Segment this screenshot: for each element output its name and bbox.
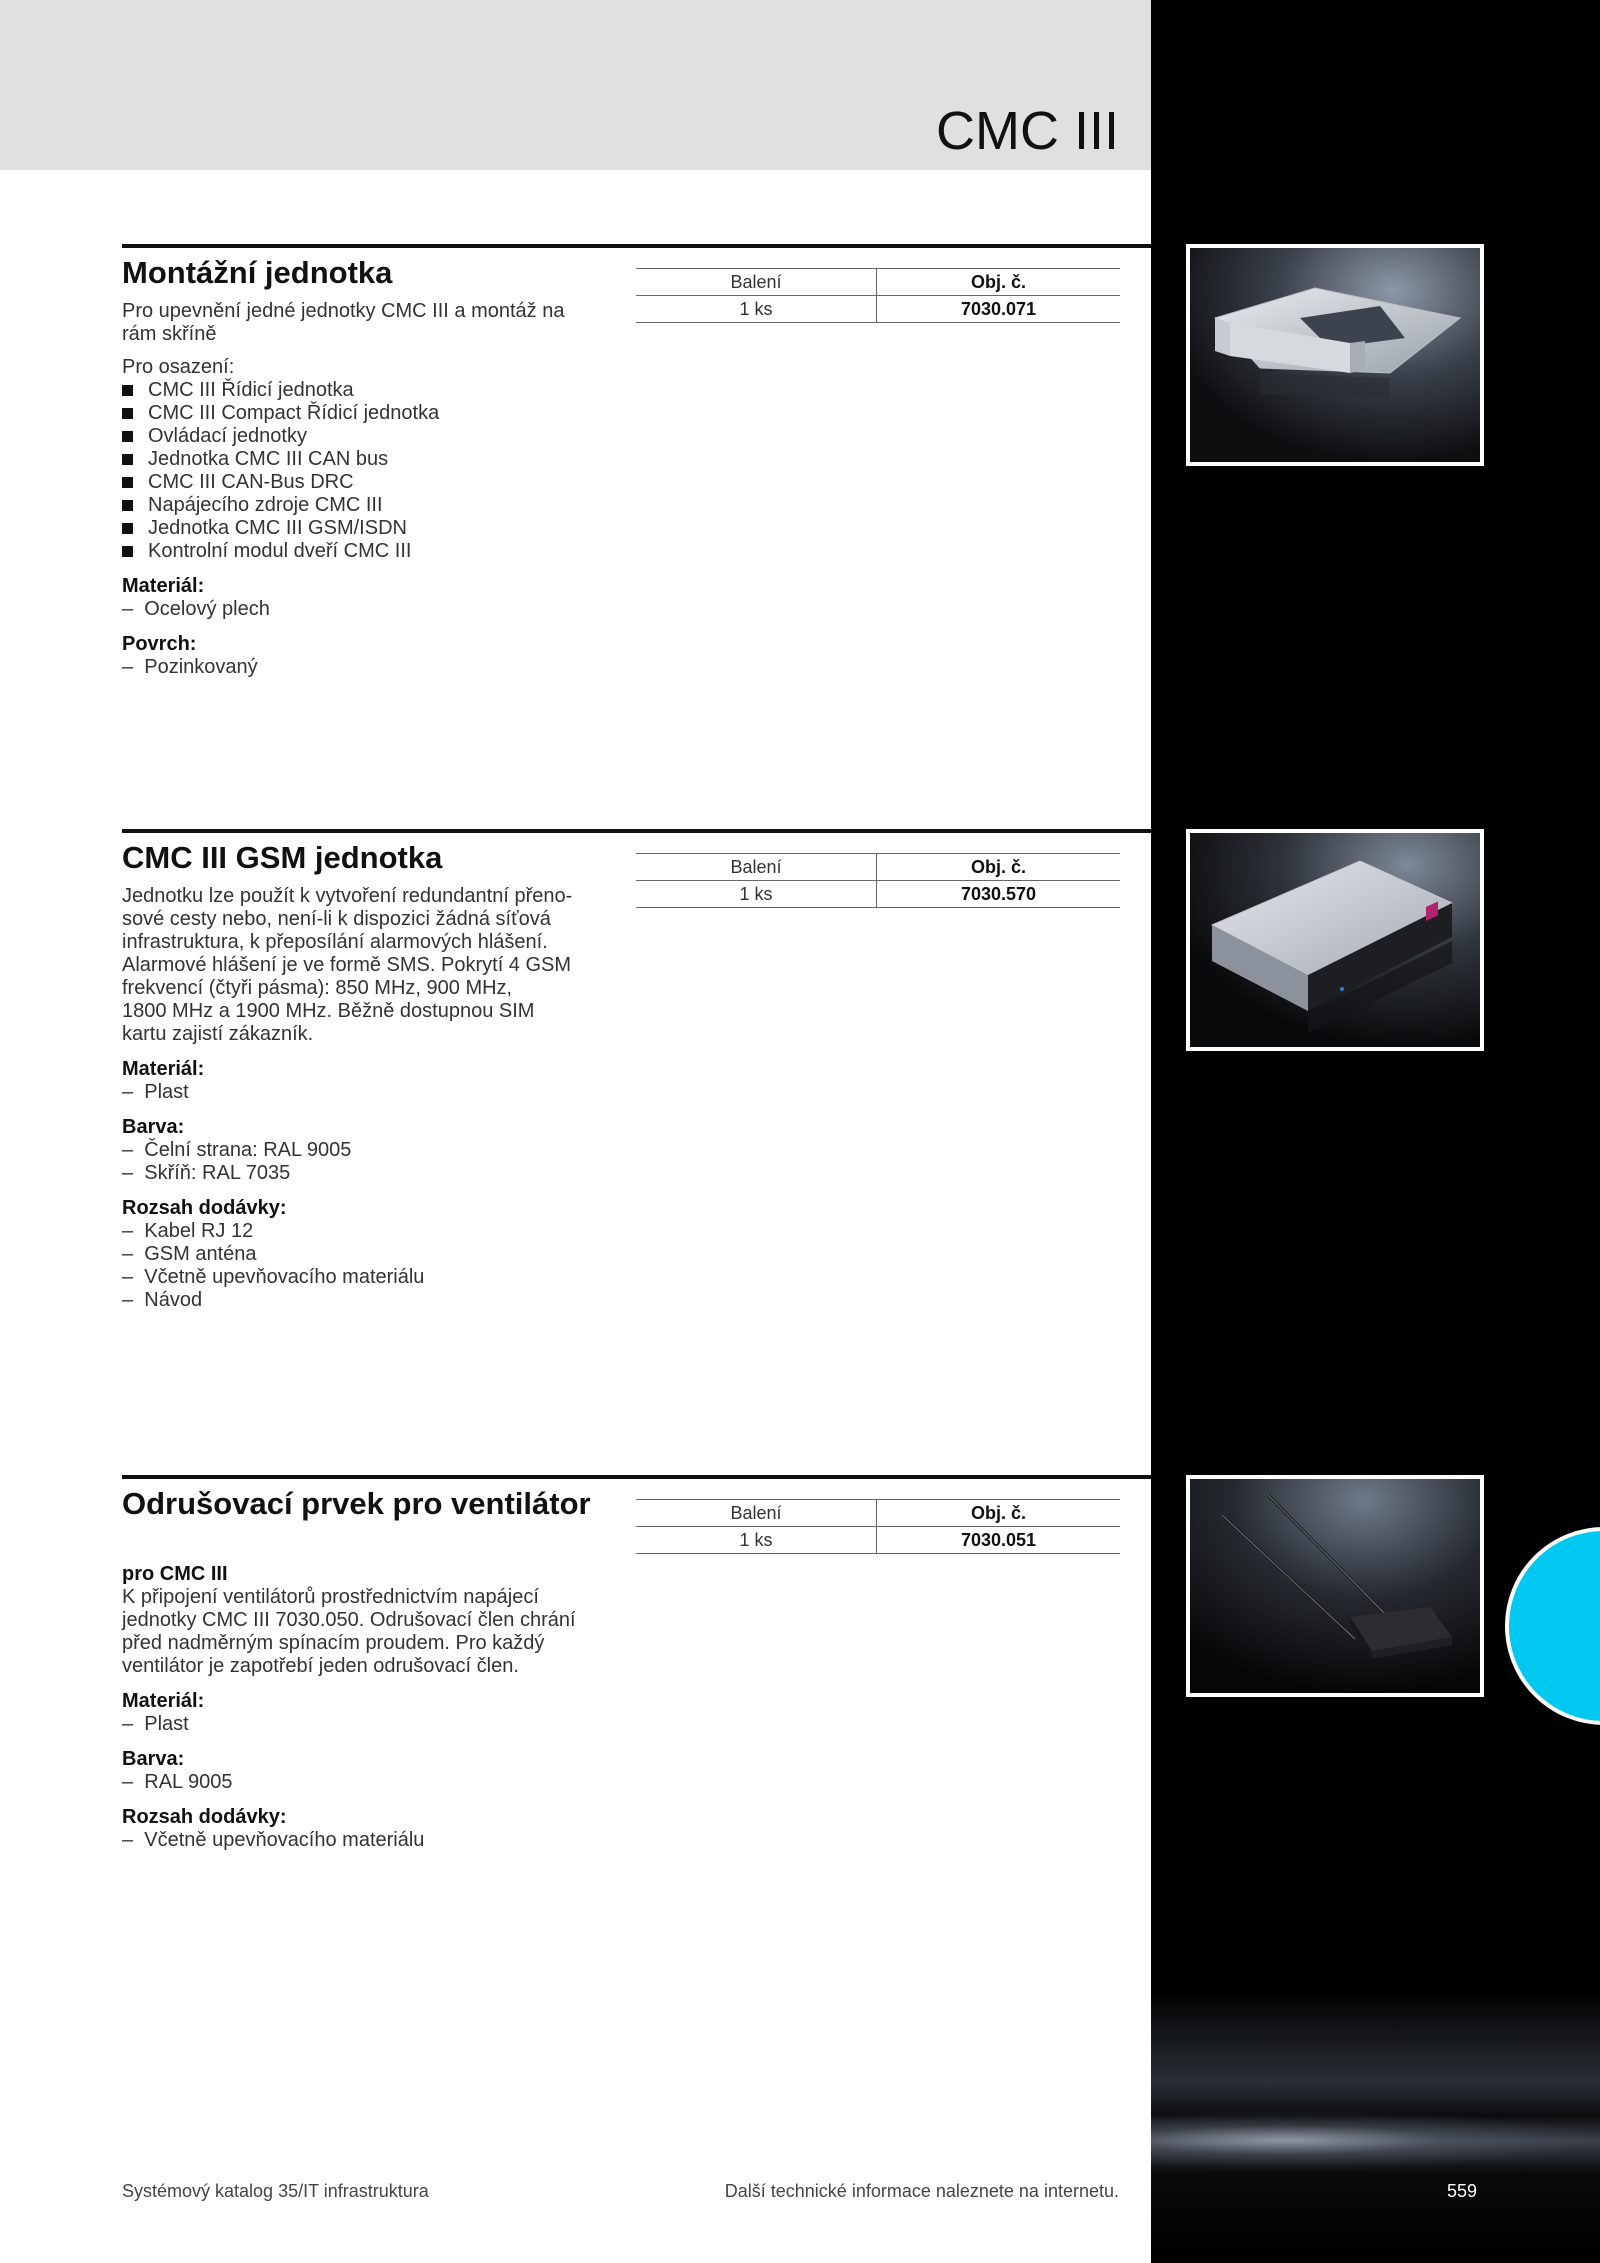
description-line: ventilátor je zapotřebí jeden odrušovací člen.	[122, 1655, 519, 1677]
material-label: Materiál:	[122, 575, 205, 597]
order-number-value: 7030.071	[877, 296, 1121, 323]
list-item: CMC III Compact Řídicí jednotka	[122, 402, 592, 425]
order-table	[636, 853, 1120, 908]
list-item: CMC III CAN-Bus DRC	[122, 471, 592, 494]
list-item: Kontrolní modul dveří CMC III	[122, 540, 592, 563]
footer-info-text: Další technické informace naleznete na internetu.	[724, 2181, 1119, 2201]
product-gsm-unit	[122, 829, 1151, 1349]
list-item: Ovládací jednotky	[122, 425, 592, 448]
color-value: – Skříň: RAL 7035	[122, 1162, 612, 1185]
description-line: 1800 MHz a 1900 MHz. Běžně dostupnou SIM	[122, 1000, 535, 1022]
list-item: Napájecího zdroje CMC III	[122, 494, 592, 517]
sidebar-light-streak	[1151, 2110, 1600, 2170]
product-fan-suppressor	[122, 1475, 1151, 1875]
surface-label: Povrch:	[122, 633, 197, 655]
surface-value: – Pozinkovaný	[122, 656, 592, 679]
packaging-header: Balení	[636, 269, 877, 296]
product-subtitle: pro CMC III	[122, 1563, 228, 1585]
order-number-header: Obj. č.	[877, 269, 1121, 296]
product-description: Pro upevnění jedné jednotky CMC III a montáž na rám skříně	[122, 300, 565, 345]
color-label: Barva:	[122, 1116, 185, 1138]
delivery-item: – Návod	[122, 1289, 612, 1312]
order-number-value: 7030.051	[877, 1527, 1121, 1554]
delivery-item: – Kabel RJ 12	[122, 1220, 612, 1243]
material-value: – Plast	[122, 1081, 612, 1104]
page-title: CMC III	[936, 101, 1119, 161]
description-line: frekvencí (čtyři pásma): 850 MHz, 900 MHz,	[122, 977, 513, 999]
description-line: Jednotku lze použít k vytvoření redundantní přeno-	[122, 885, 573, 907]
description-line: infrastruktura, k přeposílání alarmových hlášení.	[122, 931, 548, 953]
delivery-item: – Včetně upevňovacího materiálu	[122, 1266, 612, 1289]
packaging-header: Balení	[636, 854, 877, 881]
page-number: 559	[1447, 2181, 1478, 2201]
description-line: jednotky CMC III 7030.050. Odrušovací člen chrání	[122, 1609, 576, 1631]
delivery-label: Rozsah dodávky:	[122, 1197, 287, 1219]
order-table	[636, 1499, 1120, 1554]
product-mounting-unit	[122, 244, 1151, 684]
material-value: – Ocelový plech	[122, 598, 592, 621]
description-line: sové cesty nebo, není-li k dispozici žádná síťová	[122, 908, 551, 930]
order-table	[636, 268, 1120, 323]
compatibility-list	[122, 379, 592, 563]
delivery-item: – GSM anténa	[122, 1243, 612, 1266]
footer-catalog-title: Systémový katalog 35/IT infrastruktura	[122, 2181, 429, 2201]
packaging-header: Balení	[636, 1500, 877, 1527]
color-value: – Čelní strana: RAL 9005	[122, 1139, 612, 1162]
section-divider	[122, 1475, 1151, 1479]
product-title: Odrušovací prvek pro ventilátor	[122, 1486, 591, 1521]
product-details	[122, 300, 592, 679]
material-label: Materiál:	[122, 1690, 205, 1712]
list-item: Jednotka CMC III GSM/ISDN	[122, 517, 592, 540]
for-use-label: Pro osazení:	[122, 356, 235, 378]
description-line: Alarmové hlášení je ve formě SMS. Pokrytí 4 GSM	[122, 954, 572, 976]
color-value: – RAL 9005	[122, 1771, 612, 1794]
packaging-value: 1 ks	[636, 881, 877, 908]
order-number-value: 7030.570	[877, 881, 1121, 908]
product-details	[122, 1563, 612, 1852]
list-item: Jednotka CMC III CAN bus	[122, 448, 592, 471]
gsm-unit-photo	[1186, 829, 1484, 1051]
delivery-item: – Včetně upevňovacího materiálu	[122, 1829, 612, 1852]
packaging-value: 1 ks	[636, 1527, 877, 1554]
product-title: Montážní jednotka	[122, 255, 393, 290]
material-label: Materiál:	[122, 1058, 205, 1080]
mounting-bracket-photo	[1186, 244, 1484, 466]
packaging-value: 1 ks	[636, 296, 877, 323]
product-details	[122, 885, 612, 1312]
list-item: CMC III Řídicí jednotka	[122, 379, 592, 402]
order-number-header: Obj. č.	[877, 1500, 1121, 1527]
product-title: CMC III GSM jednotka	[122, 840, 443, 875]
description-line: před nadměrným spínacím proudem. Pro každý	[122, 1632, 545, 1654]
description-line: kartu zajistí zákazník.	[122, 1023, 314, 1045]
color-label: Barva:	[122, 1748, 185, 1770]
section-divider	[122, 829, 1151, 833]
description-line: K připojení ventilátorů prostřednictvím napájecí	[122, 1586, 539, 1608]
material-value: – Plast	[122, 1713, 612, 1736]
section-divider	[122, 244, 1151, 248]
order-number-header: Obj. č.	[877, 854, 1121, 881]
suppressor-photo	[1186, 1475, 1484, 1697]
delivery-label: Rozsah dodávky:	[122, 1806, 287, 1828]
